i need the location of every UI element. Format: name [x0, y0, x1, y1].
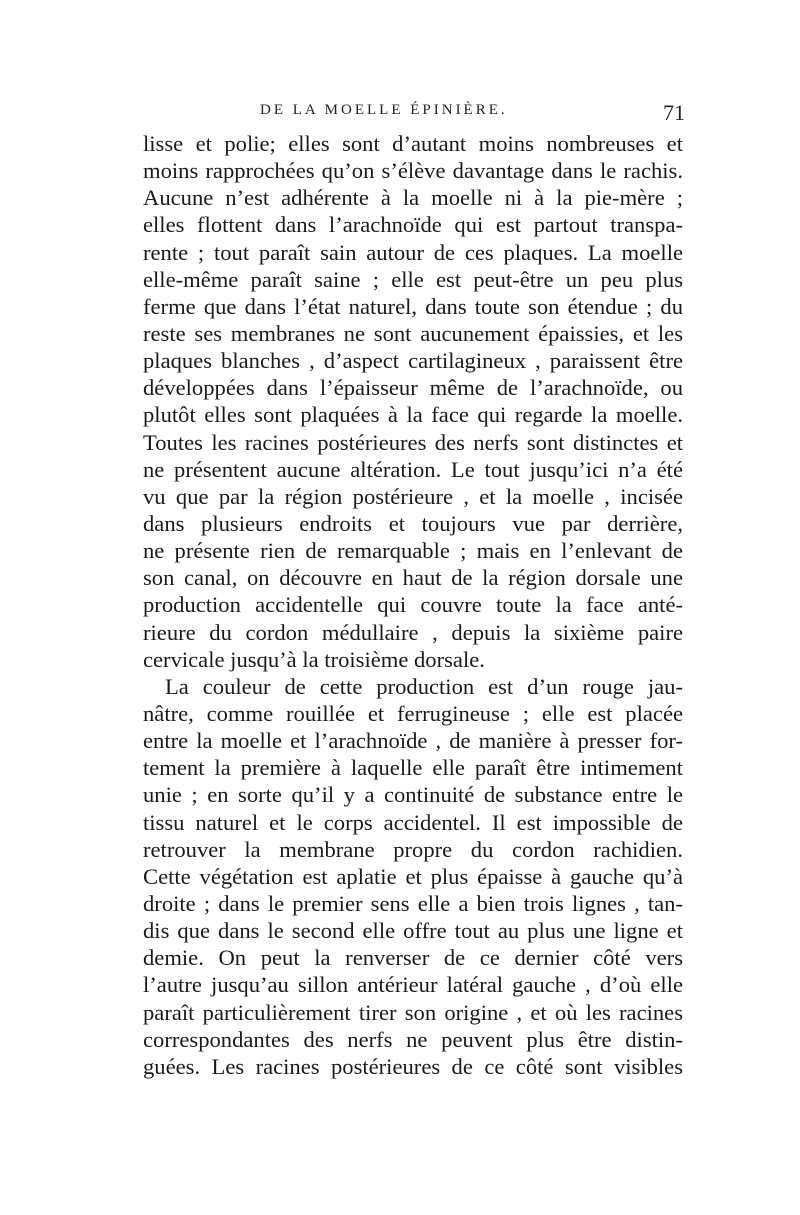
page-number: 71 — [663, 100, 685, 125]
text-line: demie. On peut la renverser de ce dernier côté vers — [143, 945, 683, 971]
text-line: elles flottent dans l’arachnoïde qui est partout transpa- — [143, 212, 683, 238]
text-line: paraît particulièrement tirer son origine , et où les racines — [143, 999, 683, 1025]
running-head — [145, 100, 685, 126]
text-line: ne présente rien de remarquable ; mais en l’enlevant de — [143, 538, 683, 564]
text-line: ferme que dans l’état naturel, dans toute son étendue ; du — [143, 293, 683, 319]
body-text — [143, 130, 683, 1080]
text-line: dis que dans le second elle offre tout au plus une ligne et — [143, 918, 683, 944]
text-line: nâtre, comme rouillée et ferrugineuse ; elle est placée — [143, 700, 683, 726]
text-line: tissu naturel et le corps accidentel. Il est impossible de — [143, 809, 683, 835]
text-line: correspondantes des nerfs ne peuvent plus être distin- — [143, 1026, 683, 1052]
text-line: ne présentent aucune altération. Le tout jusqu’ici n’a été — [143, 456, 683, 482]
text-line: lisse et polie; elles sont d’autant moins nombreuses et — [143, 131, 683, 156]
text-line: dans plusieurs endroits et toujours vue par derrière, — [143, 510, 683, 536]
text-line: Aucune n’est adhérente à la moelle ni à la pie-mère ; — [143, 185, 683, 211]
text-line: son canal, on découvre en haut de la région dorsale une — [143, 565, 683, 591]
text-line: elle-même paraît saine ; elle est peut-être un peu plus — [143, 266, 683, 292]
text-line: rente ; tout paraît sain autour de ces plaques. La moelle — [143, 239, 683, 265]
text-line: développées dans l’épaisseur même de l’arachnoïde, ou — [143, 375, 683, 401]
text-line: moins rapprochées qu’on s’élève davantage dans le rachis. — [143, 158, 683, 184]
text-line: l’autre jusqu’au sillon antérieur latéral gauche , d’où elle — [143, 972, 683, 998]
text-line: retrouver la membrane propre du cordon rachidien. — [143, 836, 683, 862]
text-line: plaques blanches , d’aspect cartilagineux , paraissent être — [143, 348, 683, 374]
text-line: tement la première à laquelle elle paraît être intimement — [143, 755, 683, 781]
text-line: Cette végétation est aplatie et plus épaisse à gauche qu’à — [143, 863, 683, 889]
text-line: Toutes les racines postérieures des nerfs sont distinctes et — [143, 429, 683, 455]
paragraph-start-line: La couleur de cette production est d’un rouge jau- — [165, 673, 683, 699]
text-line: reste ses membranes ne sont aucunement épaissies, et les — [143, 320, 683, 346]
text-line: production accidentelle qui couvre toute la face anté- — [143, 592, 683, 618]
text-line: guées. Les racines postérieures de ce côté sont visibles — [143, 1053, 683, 1079]
text-line: vu que par la région postérieure , et la moelle , incisée — [143, 483, 683, 509]
text-line: rieure du cordon médullaire , depuis la sixième paire — [143, 619, 683, 645]
running-title: DE LA MOELLE ÉPINIÈRE. — [260, 102, 508, 118]
text-line: droite ; dans le premier sens elle a bien trois lignes , tan- — [143, 890, 683, 916]
text-line: unie ; en sorte qu’il y a continuité de substance entre le — [143, 782, 683, 808]
paragraph-end-line: cervicale jusqu’à la troisième dorsale. — [143, 646, 485, 672]
text-line: plutôt elles sont plaquées à la face qui regarde la moelle. — [143, 402, 683, 428]
text-line: entre la moelle et l’arachnoïde , de manière à presser for- — [143, 728, 683, 754]
